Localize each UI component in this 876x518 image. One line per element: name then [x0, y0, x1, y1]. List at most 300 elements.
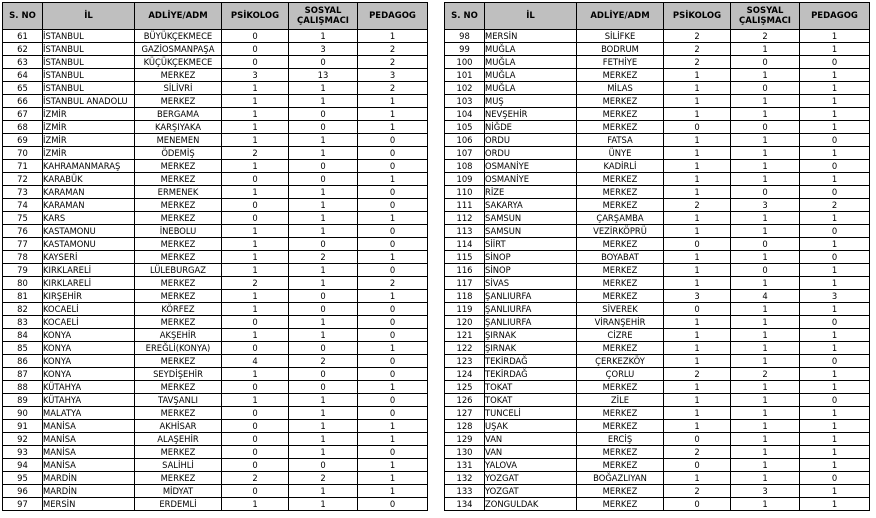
cell-pedagog: 0 [358, 147, 428, 160]
table-body-left [3, 30, 428, 511]
cell-il: SAMSUN [485, 225, 577, 238]
cell-psikolog: 1 [222, 264, 289, 277]
table-row [445, 121, 870, 134]
cell-il: İSTANBUL ANADOLU [43, 95, 135, 108]
cell-sosyal: 1 [731, 303, 800, 316]
cell-sosyal: 0 [731, 82, 800, 95]
table-row [3, 173, 428, 186]
table-row [3, 134, 428, 147]
cell-adliye: SİVEREK [577, 303, 664, 316]
cell-pedagog: 1 [800, 368, 870, 381]
cell-il: MARDİN [43, 472, 135, 485]
col-header-psikolog: PSİKOLOG [664, 3, 731, 30]
cell-psikolog: 0 [664, 121, 731, 134]
cell-il: KASTAMONU [43, 238, 135, 251]
cell-psikolog: 1 [664, 147, 731, 160]
cell-no: 63 [3, 56, 43, 69]
cell-psikolog: 2 [664, 30, 731, 43]
cell-sosyal: 1 [731, 407, 800, 420]
cell-sosyal: 1 [731, 212, 800, 225]
cell-sosyal: 1 [731, 173, 800, 186]
cell-pedagog: 1 [800, 420, 870, 433]
cell-il: KÜTAHYA [43, 381, 135, 394]
cell-pedagog: 1 [800, 173, 870, 186]
cell-no: 130 [445, 446, 485, 459]
cell-sosyal: 0 [731, 56, 800, 69]
cell-il: KAHRAMANMARAŞ [43, 160, 135, 173]
col-header-il: İL [485, 3, 577, 30]
cell-pedagog: 0 [800, 134, 870, 147]
cell-pedagog: 1 [800, 485, 870, 498]
cell-adliye: MERKEZ [135, 472, 222, 485]
cell-pedagog: 0 [358, 186, 428, 199]
cell-no: 64 [3, 69, 43, 82]
table-row [445, 134, 870, 147]
cell-sosyal: 1 [731, 472, 800, 485]
table-row [3, 303, 428, 316]
cell-psikolog: 0 [222, 212, 289, 225]
cell-psikolog: 1 [664, 108, 731, 121]
cell-psikolog: 1 [222, 303, 289, 316]
cell-adliye: KARŞIYAKA [135, 121, 222, 134]
cell-il: MUĞLA [485, 43, 577, 56]
cell-il: ORDU [485, 134, 577, 147]
cell-pedagog: 1 [800, 212, 870, 225]
col-header-no: S. NO [3, 3, 43, 30]
cell-adliye: MERKEZ [577, 498, 664, 511]
cell-pedagog: 1 [800, 407, 870, 420]
cell-pedagog: 1 [358, 251, 428, 264]
col-header-sosyal [731, 3, 800, 30]
cell-sosyal: 1 [289, 264, 358, 277]
cell-sosyal: 1 [289, 329, 358, 342]
cell-sosyal: 0 [289, 381, 358, 394]
cell-il: İSTANBUL [43, 30, 135, 43]
cell-adliye: MENEMEN [135, 134, 222, 147]
cell-psikolog: 1 [222, 108, 289, 121]
cell-no: 96 [3, 485, 43, 498]
cell-adliye: MERKEZ [577, 459, 664, 472]
cell-il: MANİSA [43, 459, 135, 472]
cell-pedagog: 0 [358, 498, 428, 511]
col-header-adliye: ADLİYE/ADM [135, 3, 222, 30]
cell-sosyal: 1 [289, 394, 358, 407]
cell-no: 94 [3, 459, 43, 472]
cell-il: İZMİR [43, 134, 135, 147]
cell-adliye: MERKEZ [135, 69, 222, 82]
cell-no: 118 [445, 290, 485, 303]
table-row [3, 368, 428, 381]
cell-pedagog: 0 [358, 446, 428, 459]
table-row [3, 472, 428, 485]
cell-sosyal: 1 [289, 446, 358, 459]
cell-adliye: MERKEZ [135, 446, 222, 459]
header-row [3, 3, 428, 30]
col-header-sosyal-line2: ÇALIŞMACI [739, 16, 791, 26]
cell-adliye: MERKEZ [135, 212, 222, 225]
cell-sosyal: 1 [289, 82, 358, 95]
table-row [445, 108, 870, 121]
table-row [3, 251, 428, 264]
cell-psikolog: 0 [222, 316, 289, 329]
table-row [3, 160, 428, 173]
cell-il: ŞIRNAK [485, 342, 577, 355]
cell-sosyal: 1 [289, 212, 358, 225]
cell-sosyal: 1 [289, 407, 358, 420]
cell-il: YOZGAT [485, 472, 577, 485]
cell-il: MANİSA [43, 433, 135, 446]
cell-pedagog: 1 [800, 459, 870, 472]
cell-il: MANİSA [43, 446, 135, 459]
cell-adliye: MERKEZ [577, 407, 664, 420]
cell-no: 78 [3, 251, 43, 264]
cell-pedagog: 0 [800, 316, 870, 329]
table-row [3, 459, 428, 472]
cell-adliye: MERKEZ [577, 69, 664, 82]
cell-sosyal: 1 [731, 433, 800, 446]
table-row [3, 394, 428, 407]
cell-sosyal: 0 [289, 160, 358, 173]
cell-pedagog: 1 [800, 303, 870, 316]
cell-psikolog: 1 [664, 212, 731, 225]
cell-sosyal: 1 [731, 459, 800, 472]
cell-psikolog: 3 [222, 69, 289, 82]
cell-psikolog: 2 [664, 43, 731, 56]
cell-adliye: BERGAMA [135, 108, 222, 121]
cell-pedagog: 0 [800, 56, 870, 69]
cell-psikolog: 0 [222, 56, 289, 69]
cell-sosyal: 2 [289, 251, 358, 264]
cell-sosyal: 1 [731, 69, 800, 82]
col-header-no: S. NO [445, 3, 485, 30]
table-row [445, 225, 870, 238]
cell-no: 74 [3, 199, 43, 212]
cell-il: İZMİR [43, 147, 135, 160]
cell-no: 69 [3, 134, 43, 147]
cell-sosyal: 1 [289, 433, 358, 446]
cell-adliye: MERKEZ [577, 95, 664, 108]
cell-no: 116 [445, 264, 485, 277]
cell-no: 92 [3, 433, 43, 446]
cell-no: 108 [445, 160, 485, 173]
staff-table-right [444, 2, 870, 511]
cell-psikolog: 1 [222, 329, 289, 342]
cell-no: 117 [445, 277, 485, 290]
cell-pedagog: 2 [358, 277, 428, 290]
cell-psikolog: 1 [222, 121, 289, 134]
cell-sosyal: 1 [731, 498, 800, 511]
cell-pedagog: 1 [358, 381, 428, 394]
cell-adliye: MERKEZ [577, 485, 664, 498]
cell-no: 70 [3, 147, 43, 160]
cell-psikolog: 1 [222, 95, 289, 108]
cell-adliye: GAZİOSMANPAŞA [135, 43, 222, 56]
cell-psikolog: 1 [664, 95, 731, 108]
cell-il: KÜTAHYA [43, 394, 135, 407]
cell-pedagog: 1 [800, 433, 870, 446]
cell-no: 91 [3, 420, 43, 433]
cell-adliye: SEYDİŞEHİR [135, 368, 222, 381]
cell-sosyal: 1 [731, 160, 800, 173]
cell-pedagog: 0 [358, 160, 428, 173]
table-row [445, 173, 870, 186]
cell-no: 133 [445, 485, 485, 498]
cell-no: 86 [3, 355, 43, 368]
cell-il: SİNOP [485, 251, 577, 264]
cell-adliye: ÇORLU [577, 368, 664, 381]
cell-pedagog: 0 [358, 303, 428, 316]
cell-il: ORDU [485, 147, 577, 160]
cell-il: MERSİN [43, 498, 135, 511]
cell-il: KARAMAN [43, 199, 135, 212]
cell-adliye: ÇARŞAMBA [577, 212, 664, 225]
cell-il: SİİRT [485, 238, 577, 251]
cell-no: 90 [3, 407, 43, 420]
cell-pedagog: 1 [358, 212, 428, 225]
cell-sosyal: 1 [289, 147, 358, 160]
cell-psikolog: 0 [222, 420, 289, 433]
cell-pedagog: 0 [358, 355, 428, 368]
cell-il: UŞAK [485, 420, 577, 433]
cell-il: MALATYA [43, 407, 135, 420]
cell-il: OSMANİYE [485, 160, 577, 173]
cell-adliye: BOYABAT [577, 251, 664, 264]
cell-pedagog: 1 [358, 485, 428, 498]
cell-psikolog: 1 [664, 173, 731, 186]
cell-il: İSTANBUL [43, 82, 135, 95]
cell-pedagog: 1 [800, 108, 870, 121]
cell-adliye: MERKEZ [135, 238, 222, 251]
cell-psikolog: 2 [664, 56, 731, 69]
cell-il: SAMSUN [485, 212, 577, 225]
cell-sosyal: 1 [731, 225, 800, 238]
cell-no: 62 [3, 43, 43, 56]
cell-psikolog: 1 [664, 69, 731, 82]
cell-psikolog: 2 [222, 472, 289, 485]
table-row [445, 433, 870, 446]
cell-psikolog: 0 [222, 173, 289, 186]
cell-sosyal: 0 [289, 173, 358, 186]
cell-pedagog: 1 [800, 95, 870, 108]
table-row [445, 69, 870, 82]
cell-no: 61 [3, 30, 43, 43]
cell-adliye: SALİHLİ [135, 459, 222, 472]
col-header-il: İL [43, 3, 135, 30]
table-row [445, 82, 870, 95]
cell-psikolog: 0 [222, 459, 289, 472]
table-row [445, 394, 870, 407]
col-header-sosyal [289, 3, 358, 30]
table-row [445, 329, 870, 342]
cell-adliye: MERKEZ [577, 238, 664, 251]
cell-adliye: ZİLE [577, 394, 664, 407]
cell-pedagog: 0 [358, 368, 428, 381]
cell-pedagog: 1 [800, 277, 870, 290]
cell-psikolog: 0 [664, 498, 731, 511]
cell-psikolog: 1 [664, 394, 731, 407]
cell-adliye: MERKEZ [135, 95, 222, 108]
cell-psikolog: 2 [664, 446, 731, 459]
cell-il: ŞANLIURFA [485, 290, 577, 303]
cell-sosyal: 1 [731, 394, 800, 407]
cell-psikolog: 1 [664, 82, 731, 95]
cell-il: MUĞLA [485, 56, 577, 69]
cell-adliye: MERKEZ [135, 355, 222, 368]
cell-il: YALOVA [485, 459, 577, 472]
cell-il: ŞANLIURFA [485, 316, 577, 329]
table-row [445, 355, 870, 368]
cell-no: 106 [445, 134, 485, 147]
cell-psikolog: 0 [222, 485, 289, 498]
cell-psikolog: 1 [222, 290, 289, 303]
cell-no: 122 [445, 342, 485, 355]
cell-sosyal: 1 [731, 251, 800, 264]
cell-sosyal: 1 [289, 225, 358, 238]
cell-sosyal: 1 [731, 134, 800, 147]
cell-psikolog: 1 [664, 329, 731, 342]
cell-adliye: SİLİFKE [577, 30, 664, 43]
cell-sosyal: 1 [731, 355, 800, 368]
cell-adliye: MERKEZ [577, 446, 664, 459]
cell-sosyal: 1 [731, 43, 800, 56]
cell-no: 93 [3, 446, 43, 459]
cell-sosyal: 1 [731, 381, 800, 394]
cell-adliye: ERDEMLİ [135, 498, 222, 511]
cell-il: KIRKLARELİ [43, 277, 135, 290]
cell-sosyal: 2 [731, 30, 800, 43]
cell-adliye: MERKEZ [577, 121, 664, 134]
cell-no: 84 [3, 329, 43, 342]
cell-adliye: VEZİRKÖPRÜ [577, 225, 664, 238]
cell-pedagog: 2 [358, 56, 428, 69]
cell-no: 71 [3, 160, 43, 173]
cell-adliye: MERKEZ [135, 407, 222, 420]
cell-psikolog: 0 [222, 199, 289, 212]
table-row [3, 355, 428, 368]
cell-sosyal: 1 [289, 498, 358, 511]
cell-adliye: MERKEZ [577, 290, 664, 303]
cell-pedagog: 1 [800, 446, 870, 459]
cell-adliye: MERKEZ [135, 160, 222, 173]
table-row [445, 199, 870, 212]
col-header-pedagog: PEDAGOG [358, 3, 428, 30]
table-row [3, 420, 428, 433]
table-body-right [445, 30, 870, 511]
cell-il: TEKİRDAĞ [485, 368, 577, 381]
cell-sosyal: 2 [289, 472, 358, 485]
cell-sosyal: 0 [289, 56, 358, 69]
cell-psikolog: 0 [222, 433, 289, 446]
cell-il: KIRKLARELİ [43, 264, 135, 277]
cell-pedagog: 0 [358, 134, 428, 147]
cell-pedagog: 1 [800, 43, 870, 56]
cell-psikolog: 1 [222, 160, 289, 173]
cell-adliye: MİDYAT [135, 485, 222, 498]
cell-psikolog: 0 [222, 381, 289, 394]
table-row [445, 290, 870, 303]
table-row [3, 498, 428, 511]
cell-adliye: ERMENEK [135, 186, 222, 199]
cell-psikolog: 1 [222, 498, 289, 511]
cell-adliye: MERKEZ [577, 186, 664, 199]
cell-sosyal: 1 [731, 342, 800, 355]
cell-adliye: MERKEZ [577, 264, 664, 277]
table-row [445, 420, 870, 433]
cell-adliye: CİZRE [577, 329, 664, 342]
cell-psikolog: 0 [664, 238, 731, 251]
cell-no: 112 [445, 212, 485, 225]
table-row [445, 498, 870, 511]
cell-il: KONYA [43, 355, 135, 368]
cell-sosyal: 0 [289, 459, 358, 472]
table-row [445, 407, 870, 420]
cell-sosyal: 0 [289, 303, 358, 316]
cell-no: 83 [3, 316, 43, 329]
cell-pedagog: 1 [358, 30, 428, 43]
table-row [445, 277, 870, 290]
cell-pedagog: 1 [358, 420, 428, 433]
table-row [3, 212, 428, 225]
cell-psikolog: 0 [664, 459, 731, 472]
cell-pedagog: 0 [358, 316, 428, 329]
cell-psikolog: 1 [222, 134, 289, 147]
cell-sosyal: 1 [289, 485, 358, 498]
cell-pedagog: 0 [800, 251, 870, 264]
cell-sosyal: 13 [289, 69, 358, 82]
cell-adliye: MİLAS [577, 82, 664, 95]
cell-sosyal: 0 [731, 121, 800, 134]
cell-psikolog: 1 [222, 394, 289, 407]
table-row [445, 56, 870, 69]
cell-sosyal: 0 [289, 290, 358, 303]
cell-psikolog: 1 [664, 134, 731, 147]
table-row [445, 316, 870, 329]
cell-pedagog: 1 [800, 69, 870, 82]
cell-no: 89 [3, 394, 43, 407]
cell-no: 124 [445, 368, 485, 381]
cell-no: 80 [3, 277, 43, 290]
cell-adliye: ÖDEMİŞ [135, 147, 222, 160]
cell-no: 99 [445, 43, 485, 56]
cell-no: 125 [445, 381, 485, 394]
cell-il: RİZE [485, 186, 577, 199]
cell-psikolog: 1 [664, 225, 731, 238]
cell-sosyal: 0 [731, 264, 800, 277]
table-row [445, 368, 870, 381]
cell-pedagog: 0 [800, 355, 870, 368]
cell-psikolog: 1 [222, 251, 289, 264]
cell-pedagog: 1 [358, 342, 428, 355]
cell-no: 72 [3, 173, 43, 186]
cell-pedagog: 1 [800, 381, 870, 394]
cell-psikolog: 1 [222, 225, 289, 238]
cell-pedagog: 0 [800, 394, 870, 407]
cell-psikolog: 1 [664, 381, 731, 394]
cell-no: 88 [3, 381, 43, 394]
cell-psikolog: 1 [664, 251, 731, 264]
cell-pedagog: 0 [800, 160, 870, 173]
cell-sosyal: 1 [289, 134, 358, 147]
cell-no: 126 [445, 394, 485, 407]
cell-il: VAN [485, 433, 577, 446]
cell-pedagog: 0 [800, 225, 870, 238]
cell-sosyal: 1 [731, 95, 800, 108]
cell-no: 120 [445, 316, 485, 329]
cell-no: 119 [445, 303, 485, 316]
cell-psikolog: 1 [222, 186, 289, 199]
cell-pedagog: 1 [800, 264, 870, 277]
table-row [3, 342, 428, 355]
